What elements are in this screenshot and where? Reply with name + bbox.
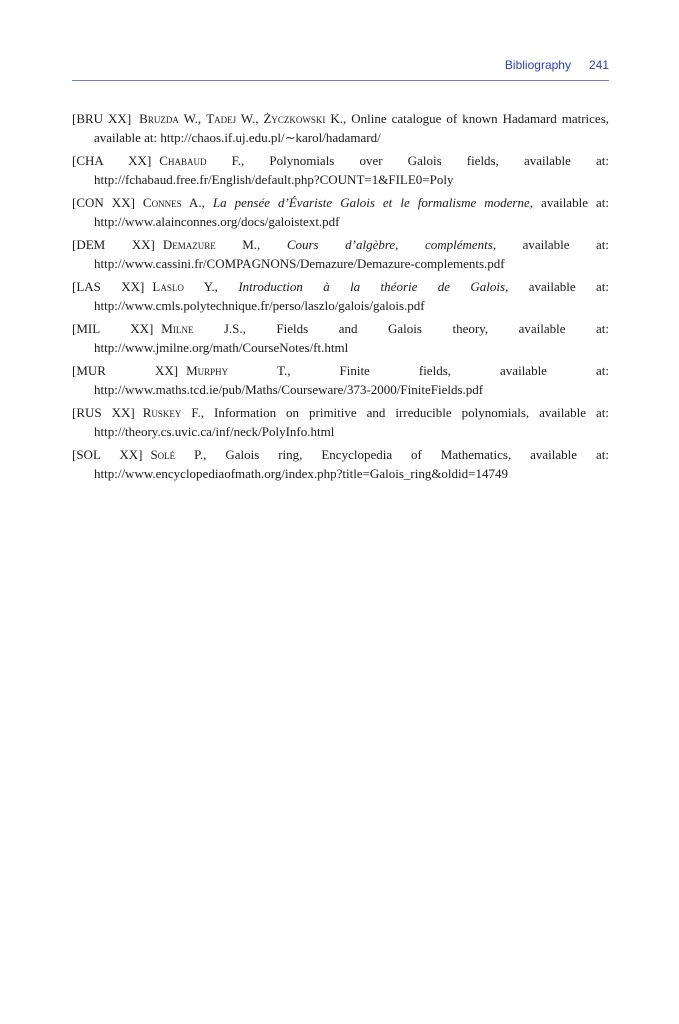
bib-entry-mil (72, 319, 609, 357)
running-header-section: Bibliography (504, 58, 571, 72)
bib-entry-con: [CON XX] Connes A., La pensée d’Évariste Galois et le formalisme moderne, available at: http://www.alainconnes.org/docs/galoistext.pdf (72, 195, 609, 229)
bib-key: [DEM XX] (72, 237, 155, 252)
header-rule (72, 80, 609, 81)
bib-key: [CHA XX] (72, 153, 152, 168)
bib-text: K., Online catalogue of known Hadamard matrices, available at: http://chaos.if.uj.edu.pl/∼karol/hadamard/ (94, 111, 610, 145)
page-number: 241 (588, 58, 609, 72)
bib-entry-sol (72, 445, 609, 483)
bib-author: Życzkowski (263, 111, 326, 126)
bib-entry-las: [LAS XX] Laslo Y., Introduction à la théorie de Galois, available at: http://www.cmls.polytechnique.fr/perso/laszlo/galois/galois.pdf (72, 279, 609, 313)
running-header (72, 58, 609, 72)
bib-text: , available at: http://www.cmls.polytechnique.fr/perso/laszlo/galois/galois.pdf (94, 279, 609, 313)
bib-author: Solé (150, 447, 176, 462)
bib-key: [RUS XX] (72, 405, 135, 420)
bib-author: Demazure (162, 237, 216, 252)
bib-text: , available at: http://www.cassini.fr/COMPAGNONS/Demazure/Demazure-complements.pdf (94, 237, 610, 271)
bibliography-list (72, 109, 609, 487)
bib-title: La pensée d’Évariste Galois et le formalisme moderne (212, 195, 530, 210)
bib-title: Cours d’algèbre, compléments (286, 237, 493, 252)
bib-key: [MIL XX] (72, 321, 154, 336)
bib-author: Laslo (152, 279, 184, 294)
bib-author: Milne (161, 321, 194, 336)
bib-author: Chabaud (159, 153, 207, 168)
bib-author: Ruskey (142, 405, 182, 420)
bib-entry-bru: [BRU XX] Bruzda W., Tadej W., Życzkowski K., Online catalogue of known Hadamard matrices, available at: http://chaos.if.uj.edu.pl/∼karol/hadamard/ (72, 111, 610, 145)
bib-key: [CON XX] (72, 195, 135, 210)
bib-key: [LAS XX] (72, 279, 145, 294)
bib-text: F., Polynomials over Galois fields, available at: http://fchabaud.free.fr/English/default.php?COUNT=1&FILE0=Poly (94, 153, 609, 187)
bib-entry-cha (72, 151, 609, 189)
bib-key: [BRU XX] (72, 111, 132, 126)
bib-author: Connes (142, 195, 182, 210)
bib-text: , available at: http://www.alainconnes.org/docs/galoistext.pdf (94, 195, 609, 229)
bib-text: P., Galois ring, Encyclopedia of Mathematics, available at: http://www.encyclopediaofmath.org/index.php?title=Galois_ring&oldid=14749 (94, 447, 609, 481)
bib-entry-mur (72, 361, 609, 399)
bib-entry-dem: [DEM XX] Demazure M., Cours d’algèbre, compléments, available at: http://www.cassini.fr/COMPAGNONS/Demazure/Demazure-complements.pdf (72, 237, 610, 271)
bib-text: T., Finite fields, available at: http://www.maths.tcd.ie/pub/Maths/Courseware/373-2000/FiniteFields.pdf (94, 363, 609, 397)
bib-author: Bruzda (139, 111, 179, 126)
bib-entry-rus (72, 403, 609, 441)
bib-title: Introduction à la théorie de Galois (238, 279, 506, 294)
bib-author: Murphy (186, 363, 229, 378)
bib-key: [MUR XX] (72, 363, 179, 378)
bib-text: F., Information on primitive and irreducible polynomials, available at: http://theory.cs.uvic.ca/inf/neck/PolyInfo.html (94, 405, 609, 439)
bib-text: J.S., Fields and Galois theory, available at: http://www.jmilne.org/math/CourseNotes/ft.html (94, 321, 609, 355)
bib-author: Tadej (206, 111, 237, 126)
bib-key: [SOL XX] (72, 447, 143, 462)
